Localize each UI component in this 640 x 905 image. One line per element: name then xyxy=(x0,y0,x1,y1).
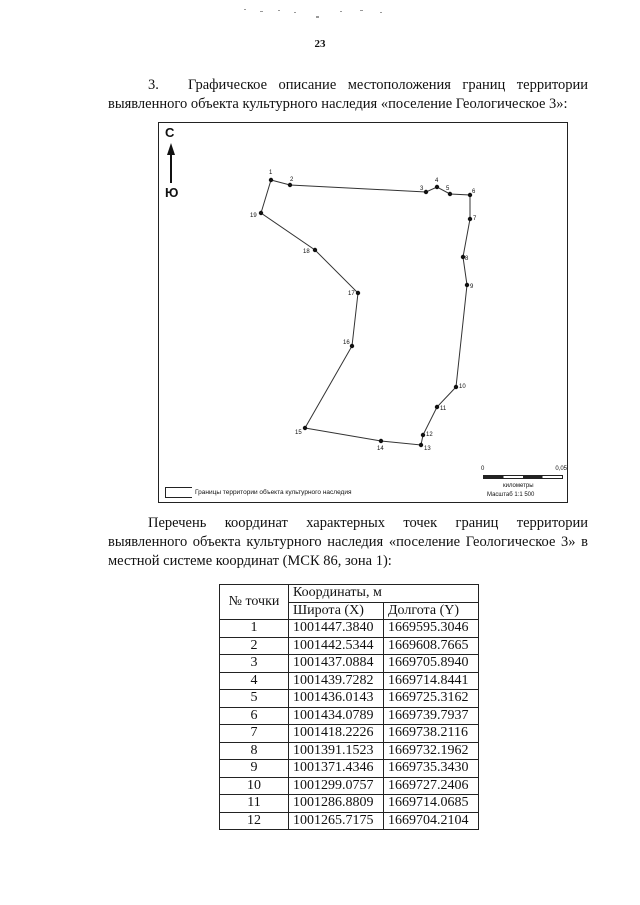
table-row xyxy=(220,760,479,778)
scan-artifact xyxy=(220,6,420,20)
boundary-point xyxy=(468,217,472,221)
section-text: Графическое описание местоположения границ территории выявленного объекта культурного наследия «поселение Геологическое 3»: xyxy=(108,77,588,112)
coordinates-heading xyxy=(108,514,588,571)
point-number: 1 xyxy=(220,620,289,638)
point-label: 15 xyxy=(295,430,302,436)
longitude-value: 1669727.2406 xyxy=(384,777,479,795)
longitude-value: 1669608.7665 xyxy=(384,637,479,655)
longitude-value: 1669714.0685 xyxy=(384,795,479,813)
longitude-value: 1669714.8441 xyxy=(384,672,479,690)
latitude-value: 1001265.7175 xyxy=(289,812,384,830)
point-label: 9 xyxy=(470,284,474,290)
point-label: 1 xyxy=(269,170,273,176)
table-row xyxy=(220,637,479,655)
boundary-point xyxy=(435,185,439,189)
boundary-point xyxy=(350,344,354,348)
boundary-point xyxy=(435,405,439,409)
col-lon-header: Долгота (Y) xyxy=(384,602,479,620)
point-label: 19 xyxy=(250,213,257,219)
point-number: 8 xyxy=(220,742,289,760)
point-label: 7 xyxy=(473,216,477,222)
latitude-value: 1001447.3840 xyxy=(289,620,384,638)
point-label: 17 xyxy=(348,291,355,297)
page-number: 23 xyxy=(314,38,326,50)
section-heading xyxy=(108,76,588,114)
point-number: 11 xyxy=(220,795,289,813)
table-row xyxy=(220,795,479,813)
col-coords-header: Координаты, м xyxy=(289,585,479,603)
latitude-value: 1001299.0757 xyxy=(289,777,384,795)
boundary-point xyxy=(379,439,383,443)
latitude-value: 1001437.0884 xyxy=(289,655,384,673)
table-row xyxy=(220,812,479,830)
longitude-value: 1669595.3046 xyxy=(384,620,479,638)
boundary-point xyxy=(448,192,452,196)
point-label: 11 xyxy=(440,406,447,412)
table-row xyxy=(220,672,479,690)
point-label: 2 xyxy=(290,177,294,183)
legend-swatch xyxy=(165,487,192,498)
boundary-map xyxy=(158,122,568,503)
point-label: 6 xyxy=(472,189,476,195)
latitude-value: 1001391.1523 xyxy=(289,742,384,760)
latitude-value: 1001434.0789 xyxy=(289,707,384,725)
longitude-value: 1669735.3430 xyxy=(384,760,479,778)
latitude-value: 1001436.0143 xyxy=(289,690,384,708)
map-legend xyxy=(165,487,351,498)
table-row xyxy=(220,725,479,743)
table-row xyxy=(220,620,479,638)
longitude-value: 1669738.2116 xyxy=(384,725,479,743)
latitude-value: 1001418.2226 xyxy=(289,725,384,743)
col-point-header: № точки xyxy=(220,585,289,620)
point-label: 4 xyxy=(435,178,439,184)
boundary-point xyxy=(259,211,263,215)
point-number: 2 xyxy=(220,637,289,655)
longitude-value: 1669732.1962 xyxy=(384,742,479,760)
scale-bar-graphic xyxy=(483,475,563,479)
scale-start: 0 xyxy=(481,466,485,472)
point-label: 13 xyxy=(424,446,431,452)
north-label: С xyxy=(165,125,175,140)
table-row xyxy=(220,690,479,708)
point-label: 10 xyxy=(459,384,466,390)
point-label: 18 xyxy=(303,249,310,255)
scale-unit: километры xyxy=(503,483,534,489)
section-number: 3. xyxy=(148,77,159,93)
boundary-point xyxy=(356,291,360,295)
latitude-value: 1001371.4346 xyxy=(289,760,384,778)
scale-bar xyxy=(481,463,567,501)
boundary-point xyxy=(454,385,458,389)
table-row xyxy=(220,742,479,760)
latitude-value: 1001439.7282 xyxy=(289,672,384,690)
point-label: 5 xyxy=(446,186,450,192)
boundary-point xyxy=(269,178,273,182)
coordinates-table-body xyxy=(220,620,479,830)
legend-text: Границы территории объекта культурного наследия xyxy=(195,489,352,496)
longitude-value: 1669704.2104 xyxy=(384,812,479,830)
col-lat-header: Широта (X) xyxy=(289,602,384,620)
point-number: 4 xyxy=(220,672,289,690)
point-label: 16 xyxy=(343,340,350,346)
point-number: 5 xyxy=(220,690,289,708)
point-label: 14 xyxy=(377,446,384,452)
longitude-value: 1669705.8940 xyxy=(384,655,479,673)
point-number: 10 xyxy=(220,777,289,795)
latitude-value: 1001286.8809 xyxy=(289,795,384,813)
point-number: 3 xyxy=(220,655,289,673)
table-row xyxy=(220,655,479,673)
scale-ratio: Масштаб 1:1 500 xyxy=(487,492,535,498)
boundary-point xyxy=(303,426,307,430)
coordinates-heading-text: Перечень координат характерных точек границ территории выявленного объекта культурного наследия «поселение Геологическое 3» в местной системе координат (МСК 86, зона 1): xyxy=(108,515,588,569)
point-label: 8 xyxy=(465,256,469,262)
point-number: 12 xyxy=(220,812,289,830)
point-label: 3 xyxy=(420,186,424,192)
point-number: 6 xyxy=(220,707,289,725)
boundary-point xyxy=(419,443,423,447)
longitude-value: 1669739.7937 xyxy=(384,707,479,725)
boundary-polygon xyxy=(159,123,567,502)
point-label: 12 xyxy=(426,432,433,438)
boundary-point xyxy=(465,283,469,287)
point-number: 9 xyxy=(220,760,289,778)
boundary-point xyxy=(421,433,425,437)
scale-end: 0,05 xyxy=(555,466,567,472)
boundary-point xyxy=(424,190,428,194)
point-number: 7 xyxy=(220,725,289,743)
boundary-line xyxy=(261,180,470,445)
south-label: Ю xyxy=(165,185,179,200)
table-row xyxy=(220,707,479,725)
coordinates-table xyxy=(219,584,479,830)
longitude-value: 1669725.3162 xyxy=(384,690,479,708)
latitude-value: 1001442.5344 xyxy=(289,637,384,655)
table-row xyxy=(220,777,479,795)
boundary-point xyxy=(313,248,317,252)
boundary-point xyxy=(288,183,292,187)
